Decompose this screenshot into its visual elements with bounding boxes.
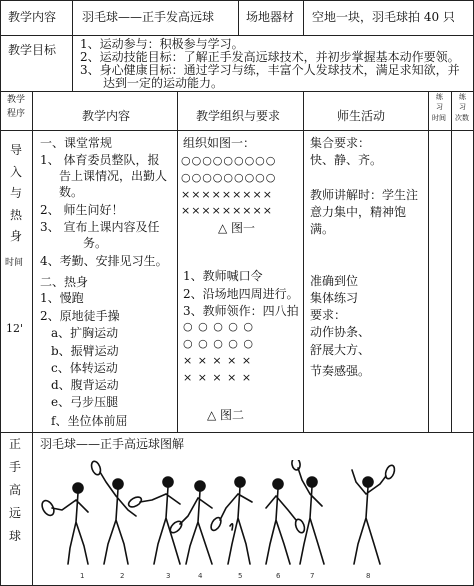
figure-6-illustration [266, 479, 306, 564]
content-label: 教学内容 [8, 10, 57, 24]
stage-char: 正 [9, 437, 22, 451]
figure-5-illustration [209, 477, 252, 564]
formation-row: ○ ○ ○ ○ ○ [183, 320, 254, 333]
objectives-label: 教学目标 [8, 43, 57, 57]
stage-char: 球 [9, 529, 22, 543]
equipment-value: 空地一块，羽毛球拍 40 只 [312, 10, 455, 24]
table-rule [428, 91, 429, 432]
col-practice-count: 次数 [455, 114, 469, 122]
figure-number: 4 [198, 572, 203, 580]
col-practice-count: 习 [459, 103, 466, 111]
objective-line: 1、运动参与：积极参与学习。 [80, 37, 244, 51]
org-line: 2、沿场地四周进行。 [183, 287, 299, 301]
time-label: 时间 [5, 258, 24, 268]
student-line: 教师讲解时：学生注 [310, 188, 419, 202]
content-line: c、体转运动 [51, 361, 118, 375]
forehand-serve-figures [40, 460, 440, 582]
stage-char: 导 [10, 143, 23, 157]
figure-number: 1 [80, 572, 85, 580]
table-rule [0, 130, 474, 131]
col-student-activity: 师生活动 [337, 109, 386, 123]
formation-row: × × × × × [183, 371, 253, 384]
content-line: 2、 师生问好！ [40, 203, 124, 217]
formation-row: ○○○○○○○○○ [181, 171, 277, 184]
table-rule [32, 91, 33, 586]
student-line: 满。 [310, 222, 335, 236]
figure-number: 5 [238, 572, 243, 580]
equipment-label: 场地器材 [246, 10, 295, 24]
figure-1-caption: △ 图一 [218, 221, 256, 235]
content-line: 1、慢跑 [40, 291, 84, 305]
diagram-title: 羽毛球——正手高远球图解 [40, 437, 185, 451]
objective-line: 2、运动技能目标：了解正手发高远球技术，并初步掌握基本动作要领。 [80, 50, 460, 64]
formation-row: ○ ○ ○ ○ ○ [183, 337, 254, 350]
figure-8-illustration [352, 464, 396, 564]
stage-char: 身 [10, 229, 23, 243]
formation-row: ××××××××× [181, 204, 273, 217]
col-practice-time: 练 [436, 93, 443, 101]
figure-number: 8 [366, 572, 371, 580]
figure-number: 6 [276, 572, 281, 580]
student-line: 意力集中，精神饱 [310, 205, 407, 219]
stage-char: 远 [9, 506, 22, 520]
figure-number: 7 [310, 572, 315, 580]
time-value: 12' [6, 322, 24, 335]
col-organization: 教学组织与要求 [196, 109, 281, 123]
table-rule [0, 91, 474, 92]
content-line: 2、原地徒手操 [40, 309, 120, 323]
col-practice-count: 练 [459, 93, 466, 101]
figure-2-illustration [90, 460, 136, 564]
table-rule [238, 0, 239, 35]
content-line: 3、 宣布上课内容及任 [40, 220, 160, 234]
figure-2-caption: △ 图二 [207, 408, 245, 422]
objective-line: 3、身心健康目标：通过学习与练，丰富个人发球技术，满足求知欲，并 [80, 63, 460, 77]
table-rule [0, 432, 474, 433]
formation-row: ○○○○○○○○○ [181, 154, 277, 167]
table-rule [451, 91, 452, 432]
col-practice-time: 习 [436, 103, 443, 111]
content-line: d、腹背运动 [51, 378, 119, 392]
student-line: 节奏感强。 [310, 364, 371, 378]
stage-char: 高 [9, 483, 22, 497]
org-line: 1、教师喊口令 [183, 269, 263, 283]
figure-number: 3 [166, 572, 171, 580]
table-rule [303, 91, 304, 432]
student-line: 快、静、齐。 [310, 153, 383, 167]
student-line: 准确到位 [310, 274, 359, 288]
content-line: 二、热身 [40, 275, 89, 289]
figure-4-illustration [168, 481, 212, 564]
stage-char: 入 [10, 165, 23, 179]
student-line: 要求： [310, 308, 347, 322]
content-value: 羽毛球——正手发高远球 [82, 10, 215, 24]
org-line: 3、教师领作：四八拍 [183, 304, 299, 318]
content-line: b、振臂运动 [51, 344, 119, 358]
table-border-left [0, 0, 1, 586]
content-line: 务。 [83, 236, 108, 250]
student-line: 集合要求： [310, 136, 371, 150]
table-rule [72, 0, 73, 91]
col-procedure: 教学 [7, 95, 26, 105]
org-title: 组织如图一： [183, 136, 256, 150]
objective-line: 达到一定的运动能力。 [103, 76, 224, 90]
content-line: 4、考勤、安排见习生。 [40, 254, 168, 268]
student-line: 动作协条、 [310, 325, 371, 339]
stage-char: 与 [10, 186, 23, 200]
col-procedure: 程序 [7, 109, 26, 119]
student-line: 集体练习 [310, 291, 359, 305]
figure-number: 2 [120, 572, 125, 580]
formation-row: ××××××××× [181, 188, 273, 201]
content-line: 1、 体育委员整队，报 [40, 153, 160, 167]
stage-char: 手 [9, 460, 22, 474]
content-line: e、弓步压腿 [51, 395, 119, 409]
table-rule [177, 91, 178, 432]
student-line: 舒展大方、 [310, 343, 371, 357]
table-rule [303, 0, 304, 35]
col-content: 教学内容 [82, 109, 131, 123]
formation-row: × × × × × [183, 354, 253, 367]
figure-1-illustration [40, 483, 88, 564]
content-line: 数。 [59, 185, 84, 199]
content-line: 一、课堂常规 [40, 136, 113, 150]
col-practice-time: 时间 [432, 114, 446, 122]
content-line: f、坐位体前屈 [51, 414, 128, 428]
content-line: 告上课情况，出勤人 [59, 169, 168, 183]
content-line: a、扩胸运动 [51, 326, 119, 340]
figure-3-illustration [127, 477, 180, 564]
figure-7-illustration [291, 460, 324, 564]
stage-char: 热 [10, 208, 23, 222]
